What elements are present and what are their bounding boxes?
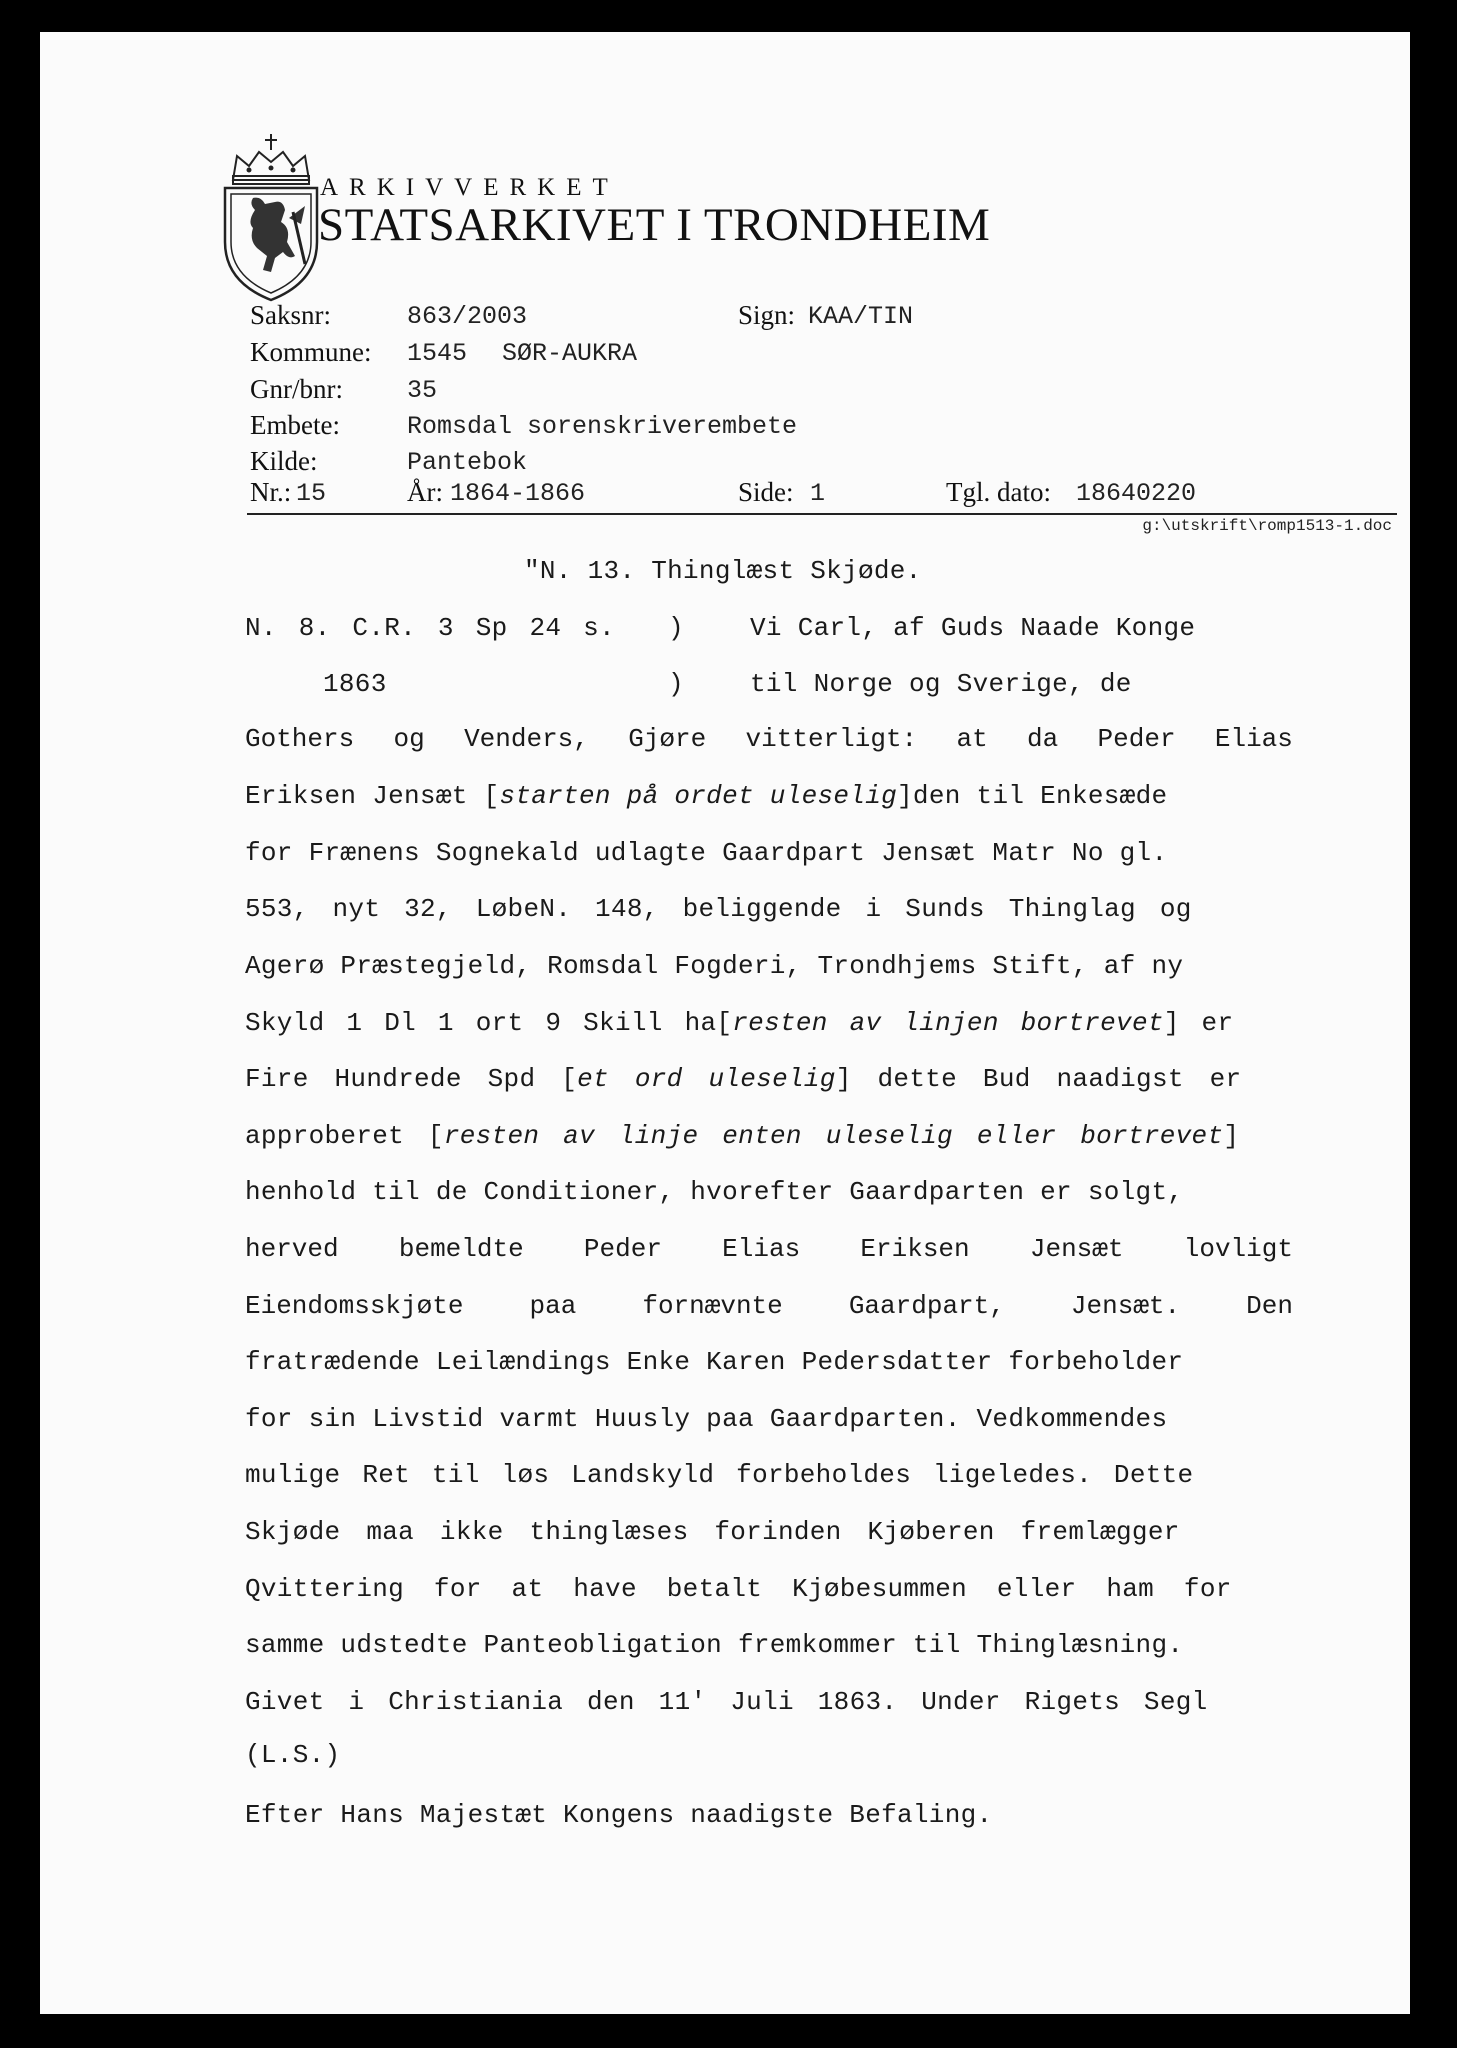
seal-mark: (L.S.): [245, 1740, 341, 1770]
body-line-20: Givet i Christiania den 11' Juli 1863. Under Rigets Segl: [245, 1687, 1208, 1717]
body-line-13: [245, 1291, 1293, 1321]
word: Peder: [583, 1234, 662, 1264]
kilde-value: Pantebok: [407, 448, 528, 477]
word: og: [393, 724, 425, 754]
word: fornævnte: [642, 1291, 783, 1321]
body-line-6: 553, nyt 32, LøbeN. 148, beliggende i Sunds Thinglag og: [245, 894, 1192, 924]
body-line-16: mulige Ret til løs Landskyld forbeholdes ligeledes. Dette: [245, 1460, 1194, 1490]
side-label: Side:: [738, 477, 794, 507]
word: Peder: [1097, 724, 1176, 754]
word: Venders,: [464, 724, 589, 754]
margin-note-2: 1863: [323, 669, 387, 699]
text-run: Skyld 1 Dl 1 ort 9 Skill ha[: [245, 1008, 733, 1038]
body-line-11: henhold til de Conditioner, hvorefter Gaardparten er solgt,: [245, 1177, 1184, 1207]
body-line-7: Agerø Præstegjeld, Romsdal Fogderi, Trondhjems Stift, af ny: [245, 951, 1184, 981]
header-divider: [247, 513, 1397, 515]
metadata-block: [40, 32, 1410, 552]
word: paa: [529, 1291, 577, 1321]
body-line-4: [245, 781, 1167, 811]
org-name-large: STATSARKIVET I TRONDHEIM: [318, 199, 991, 251]
org-name-small: ARKIVVERKET: [320, 174, 619, 201]
text-run: ]: [1223, 1121, 1240, 1151]
body-line-14: fratrædende Leilændings Enke Karen Pedersdatter forbeholder: [245, 1347, 1184, 1377]
word: Jensæt: [1029, 1234, 1124, 1264]
tgl-dato-value: 18640220: [1076, 479, 1197, 508]
ar-label: År:: [407, 477, 443, 507]
nr-label: Nr.:: [250, 477, 292, 507]
word: Gjøre: [628, 724, 707, 754]
body-line-9: [245, 1064, 1241, 1094]
kommune-name: SØR-AUKRA: [502, 339, 638, 368]
word: Elias: [1214, 724, 1293, 754]
editorial-note: et ord uleselig: [577, 1064, 836, 1094]
margin-note-1: N. 8. C.R. 3 Sp 24 s.: [245, 613, 615, 643]
sign-label: Sign:: [738, 300, 796, 330]
embete-label: Embete:: [250, 410, 340, 440]
word: Eriksen: [860, 1234, 970, 1264]
embete-value: Romsdal sorenskriverembete: [407, 412, 798, 441]
body-line-1: Vi Carl, af Guds Naade Konge: [750, 613, 1196, 643]
text-run: Fire Hundrede Spd [: [245, 1064, 578, 1094]
text-run: ] dette Bud naadigst er: [835, 1064, 1242, 1094]
word: vitterligt:: [745, 724, 918, 754]
word: Gaardpart,: [848, 1291, 1005, 1321]
word: lovligt: [1183, 1234, 1293, 1264]
nr-value: 15: [296, 479, 327, 508]
body-line-17: Skjøde maa ikke thinglæses forinden Kjøberen fremlægger: [245, 1517, 1180, 1547]
sign-value: KAA/TIN: [808, 302, 914, 331]
word: Den: [1246, 1291, 1293, 1321]
saksnr-value: 863/2003: [407, 302, 528, 331]
text-run: approberet [: [245, 1121, 444, 1151]
gnrbnr-label: Gnr/bnr:: [250, 374, 343, 404]
word: Elias: [722, 1234, 801, 1264]
word: Jensæt.: [1070, 1291, 1181, 1321]
body-line-3: [245, 724, 1293, 754]
word: Eiendomsskjøte: [245, 1291, 464, 1321]
text-run: ] er: [1163, 1008, 1234, 1038]
document-page: [40, 32, 1410, 2014]
document-heading: "N. 13. Thinglæst Skjøde.: [524, 556, 922, 586]
ar-value: 1864-1866: [450, 479, 586, 508]
word: bemeldte: [398, 1234, 524, 1264]
body-line-10: [245, 1121, 1239, 1151]
body-line-5: for Frænens Sognekald udlagte Gaardpart Jensæt Matr No gl.: [245, 838, 1168, 868]
file-path: g:\utskrift\romp1513-1.doc: [1142, 517, 1392, 535]
editorial-note: starten på ordet uleselig: [499, 781, 898, 811]
tgl-dato-label: Tgl. dato:: [946, 477, 1051, 507]
text-run: ]den til Enkesæde: [897, 781, 1168, 811]
body-line-18: Qvittering for at have betalt Kjøbesummen eller ham for: [245, 1574, 1232, 1604]
side-value: 1: [810, 479, 826, 508]
body-line-2: til Norge og Sverige, de: [750, 669, 1132, 699]
word: at: [956, 724, 988, 754]
editorial-note: resten av linjen bortrevet: [732, 1008, 1164, 1038]
word: herved: [245, 1234, 339, 1264]
closing-line: Efter Hans Majestæt Kongens naadigste Befaling.: [245, 1800, 993, 1830]
margin-paren-1: ): [668, 613, 684, 643]
gnrbnr-value: 35: [407, 376, 438, 405]
word: da: [1027, 724, 1059, 754]
text-run: Eriksen Jensæt [: [245, 781, 500, 811]
saksnr-label: Saksnr:: [250, 300, 331, 330]
editorial-note: resten av linje enten uleselig eller bortrevet: [443, 1121, 1224, 1151]
kommune-label: Kommune:: [250, 337, 372, 367]
kommune-number: 1545: [407, 339, 468, 368]
word: Gothers: [245, 724, 355, 754]
body-line-19: samme udstedte Panteobligation fremkommer til Thinglæsning.: [245, 1630, 1184, 1660]
body-line-8: [245, 1008, 1233, 1038]
margin-paren-2: ): [668, 669, 684, 699]
body-line-15: for sin Livstid varmt Huusly paa Gaardparten. Vedkommendes: [245, 1404, 1168, 1434]
kilde-label: Kilde:: [250, 446, 318, 476]
body-line-12: [245, 1234, 1293, 1264]
